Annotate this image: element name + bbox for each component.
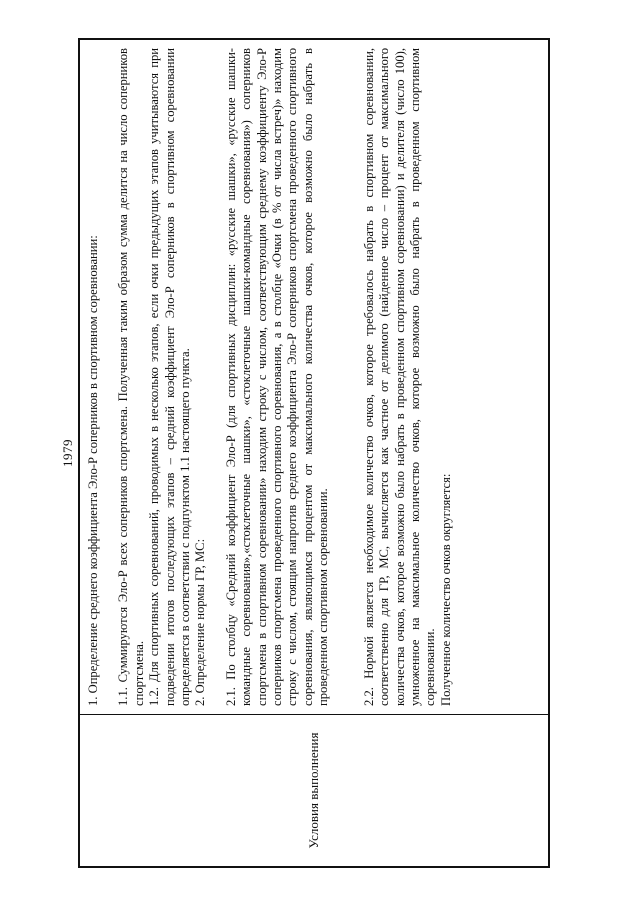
spacer [332,48,347,706]
document-table [78,38,550,868]
paragraph-2-2: 2.2. Нормой является необходимое количество очков, которое требовалось набрать в спортивном соревновании, соответственно для ГР, МС, вычисляется как частное от делимого (найденное число – процент от максимального количества очков, которое возможно было набрать в проведенном спортивном соревновании) и делителя (число 100), умноженное на максимальное количество очков, которое возможно было набрать в проведенном спортивном соревновании. [361,48,438,706]
spacer [101,48,116,706]
paragraph-heading-2: 2. Определение нормы ГР, МС: [193,538,208,706]
paragraph-1-1: 1.1. Суммируются Эло-Р всех соперников спортсмена. Полученная таким образом сумма делится на число соперников спортсмена. [116,48,146,706]
conditions-label: Условия выполнения [306,732,321,849]
spacer [347,48,362,706]
table-label-cell [80,714,548,866]
paragraph-2-1: 2.1. По столбцу «Средний коэффициент Эло-Р (для спортивных дисциплин: «русские шашки», «русские шашки-командные соревнования»,«стоклеточные шашки», «стоклеточные шашки-командные соревнования») соперников спортсмена в спортивном соревновании» находим строку с числом, соответствующим среднему коэффициенту Эло-Р соперников спортсмена проведенного спортивного соревнования, а в столбце «Очки (в % от числа встреч)» находим строку с числом, стоящим напротив среднего коэффициента Эло-Р соперников спортсмена проведенного спортивного соревнования, являющимся процентом от максимального количества очков, которое возможно было набрать в проведенном спортивном соревновании. [223,48,331,706]
spacer [209,48,224,706]
paragraph-heading-1: 1. Определение среднего коэффициента Эло-Р соперников в спортивном соревновании: [86,235,100,706]
rotated-page [60,38,550,868]
page-number: 1979 [60,439,75,467]
paragraph-rounding: Полученное количество очков округляется: [438,473,453,706]
table-content-cell [80,40,548,714]
paragraph-1-2: 1.2. Для спортивных соревнований, проводимых в несколько этапов, если очки предыдущих этапов учитываются при подведении итогов последующих этапов – средний коэффициент Эло-Р соперников в спортивном соревновании определяется в соответствии с подпунктом 1.1 настоящего пункта. [147,48,193,706]
